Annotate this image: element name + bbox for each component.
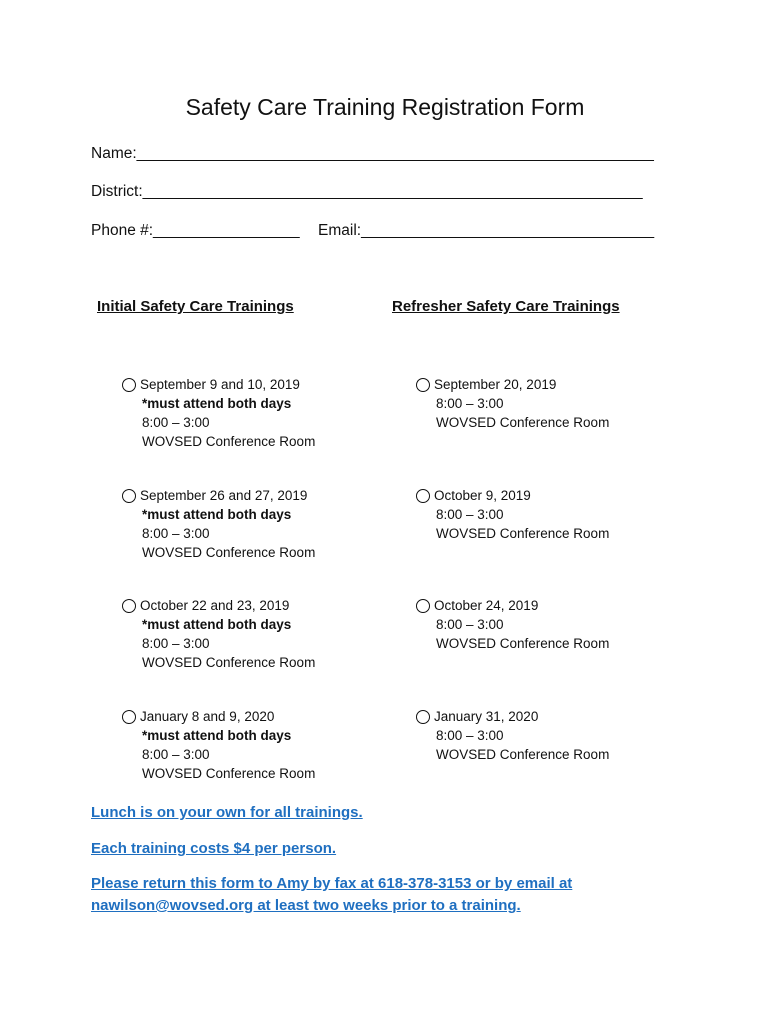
refresher-trainings-heading: Refresher Safety Care Trainings	[392, 298, 620, 315]
session-note: *must attend both days	[142, 617, 292, 632]
session-date: October 24, 2019	[434, 598, 539, 613]
refresher-session-3	[416, 596, 609, 653]
radio-button[interactable]	[416, 599, 430, 613]
session-location: WOVSED Conference Room	[436, 747, 610, 762]
session-time: 8:00 – 3:00	[142, 526, 210, 541]
initial-session-4	[122, 707, 315, 783]
radio-button[interactable]	[416, 489, 430, 503]
session-note: *must attend both days	[142, 396, 292, 411]
session-time: 8:00 – 3:00	[436, 396, 504, 411]
district-field[interactable]: District:__________________________________________________________	[91, 183, 643, 200]
session-date: October 22 and 23, 2019	[140, 598, 290, 613]
cost-note: Each training costs $4 per person.	[91, 840, 337, 857]
radio-button[interactable]	[416, 710, 430, 724]
session-time: 8:00 – 3:00	[142, 636, 210, 651]
session-time: 8:00 – 3:00	[436, 728, 504, 743]
session-location: WOVSED Conference Room	[436, 636, 610, 651]
session-location: WOVSED Conference Room	[436, 415, 610, 430]
return-instructions	[91, 873, 572, 917]
session-location: WOVSED Conference Room	[436, 526, 610, 541]
form-title: Safety Care Training Registration Form	[185, 94, 585, 120]
session-location: WOVSED Conference Room	[142, 434, 316, 449]
session-date: January 31, 2020	[434, 709, 539, 724]
name-field[interactable]: Name:____________________________________________________________	[91, 145, 654, 162]
refresher-session-1	[416, 375, 609, 432]
return-instructions-line-1: Please return this form to Amy by fax at 618-378-3153 or by email at	[91, 875, 573, 892]
session-date: September 26 and 27, 2019	[140, 488, 308, 503]
radio-button[interactable]	[122, 710, 136, 724]
phone-field[interactable]: Phone #:_________________	[91, 222, 300, 239]
session-location: WOVSED Conference Room	[142, 545, 316, 560]
session-location: WOVSED Conference Room	[142, 655, 316, 670]
session-time: 8:00 – 3:00	[436, 617, 504, 632]
session-note: *must attend both days	[142, 507, 292, 522]
email-field[interactable]: Email:__________________________________	[318, 222, 655, 239]
return-email-link[interactable]: nawilson@wovsed.org at least two weeks prior to a training.	[91, 897, 521, 914]
refresher-session-4	[416, 707, 609, 764]
session-time: 8:00 – 3:00	[436, 507, 504, 522]
session-date: September 9 and 10, 2019	[140, 377, 300, 392]
radio-button[interactable]	[122, 599, 136, 613]
initial-session-3	[122, 596, 315, 672]
initial-session-1	[122, 375, 315, 451]
session-location: WOVSED Conference Room	[142, 766, 316, 781]
lunch-note: Lunch is on your own for all trainings.	[91, 804, 363, 821]
session-date: October 9, 2019	[434, 488, 531, 503]
session-date: January 8 and 9, 2020	[140, 709, 275, 724]
radio-button[interactable]	[416, 378, 430, 392]
refresher-session-2	[416, 486, 609, 543]
radio-button[interactable]	[122, 378, 136, 392]
session-time: 8:00 – 3:00	[142, 747, 210, 762]
session-time: 8:00 – 3:00	[142, 415, 210, 430]
initial-session-2	[122, 486, 315, 562]
session-date: September 20, 2019	[434, 377, 557, 392]
radio-button[interactable]	[122, 489, 136, 503]
session-note: *must attend both days	[142, 728, 292, 743]
initial-trainings-heading: Initial Safety Care Trainings	[97, 298, 294, 315]
